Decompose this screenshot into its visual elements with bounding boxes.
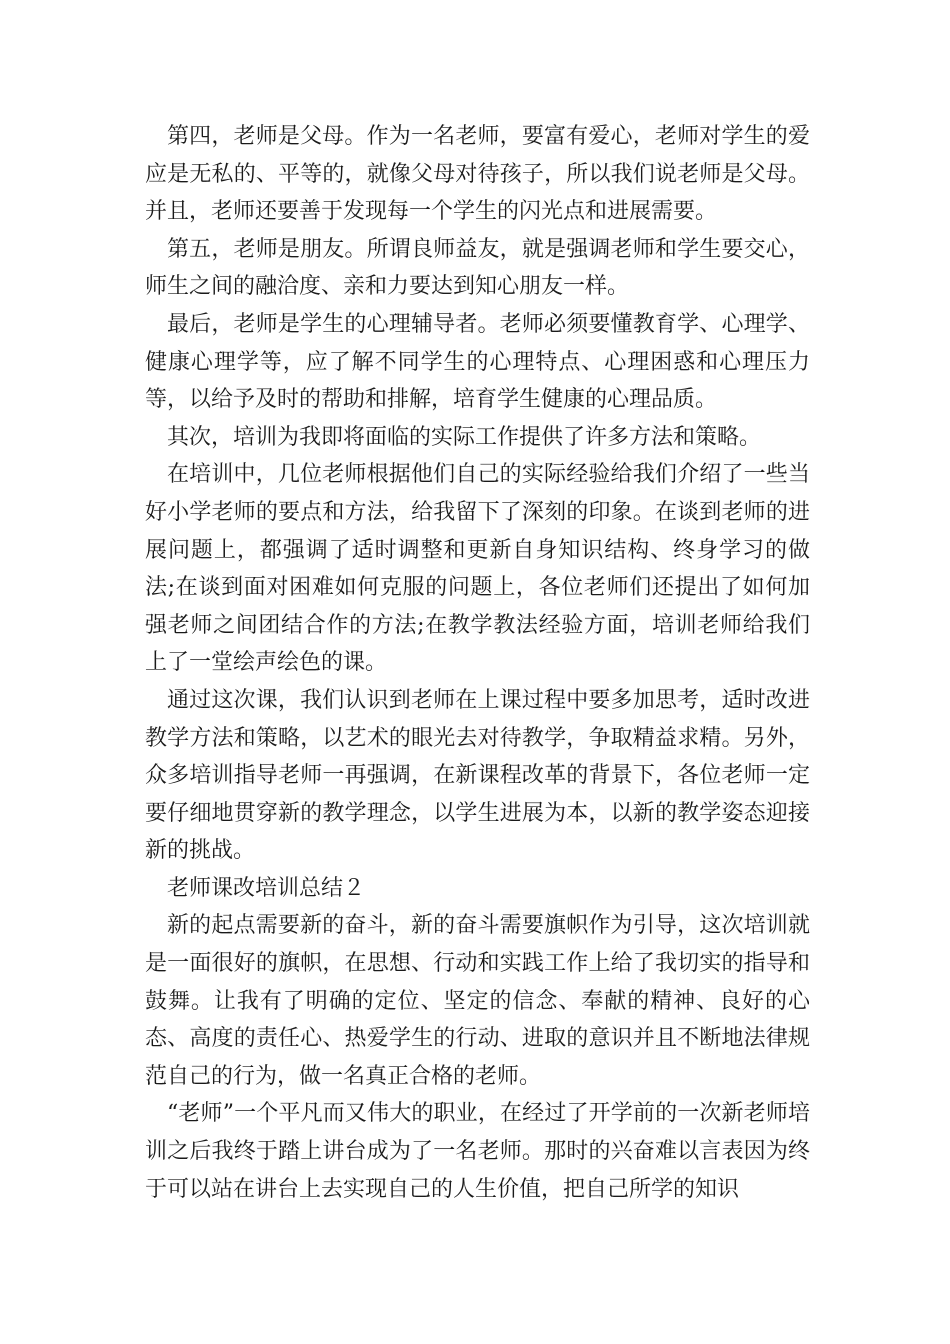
paragraph-methods-and-strategies: 其次，培训为我即将面临的实际工作提供了许多方法和策略。 <box>167 424 762 450</box>
paragraph-teacher-as-friend: 第五，老师是朋友。所谓良师益友，就是强调老师和学生要交心，师生之间的融洽度、亲和力要达到知心朋友一样。 <box>145 236 810 300</box>
paragraph-lesson-insights: 通过这次课，我们认识到老师在上课过程中要多加思考，适时改进教学方法和策略，以艺术的眼光去对待教学，争取精益求精。另外，众多培训指导老师一再强调，在新课程改革的背景下，各位老师一定要仔细地贯穿新的教学理念，以学生进展为本，以新的教学姿态迎接新的挑战。 <box>145 687 810 864</box>
document-body <box>145 118 810 1208</box>
paragraph-training-experience: 在培训中，几位老师根据他们自己的实际经验给我们介绍了一些当好小学老师的要点和方法，给我留下了深刻的印象。在谈到老师的进展问题上，都强调了适时调整和更新自身知识结构、终身学习的做法;在谈到面对困难如何克服的问题上，各位老师们还提出了如何加强老师之间团结合作的方法;在教学教法经验方面，培训老师给我们上了一堂绘声绘色的课。 <box>145 462 810 676</box>
paragraph-new-starting-point: 新的起点需要新的奋斗，新的奋斗需要旗帜作为引导，这次培训就是一面很好的旗帜，在思想、行动和实践工作上给了我切实的指导和鼓舞。让我有了明确的定位、坚定的信念、奉献的精神、良好的心态、高度的责任心、热爱学生的行动、进取的意识并且不断地法律规范自己的行为，做一名真正合格的老师。 <box>145 913 810 1089</box>
paragraph-teacher-profession: “老师”一个平凡而又伟大的职业，在经过了开学前的一次新老师培训之后我终于踏上讲台成为了一名老师。那时的兴奋难以言表因为终于可以站在讲台上去实现自己的人生价值，把自己所学的知识 <box>145 1101 810 1202</box>
section-heading: 老师课改培训总结２ <box>167 875 366 901</box>
paragraph-teacher-as-counselor: 最后，老师是学生的心理辅导者。老师必须要懂教育学、心理学、健康心理学等，应了解不同学生的心理特点、心理困惑和心理压力等，以给予及时的帮助和排解，培育学生健康的心理品质。 <box>145 311 810 413</box>
paragraph-teacher-as-parent: 第四，老师是父母。作为一名老师，要富有爱心，老师对学生的爱应是无私的、平等的，就像父母对待孩子，所以我们说老师是父母。并且，老师还要善于发现每一个学生的闪光点和进展需要。 <box>145 124 810 225</box>
